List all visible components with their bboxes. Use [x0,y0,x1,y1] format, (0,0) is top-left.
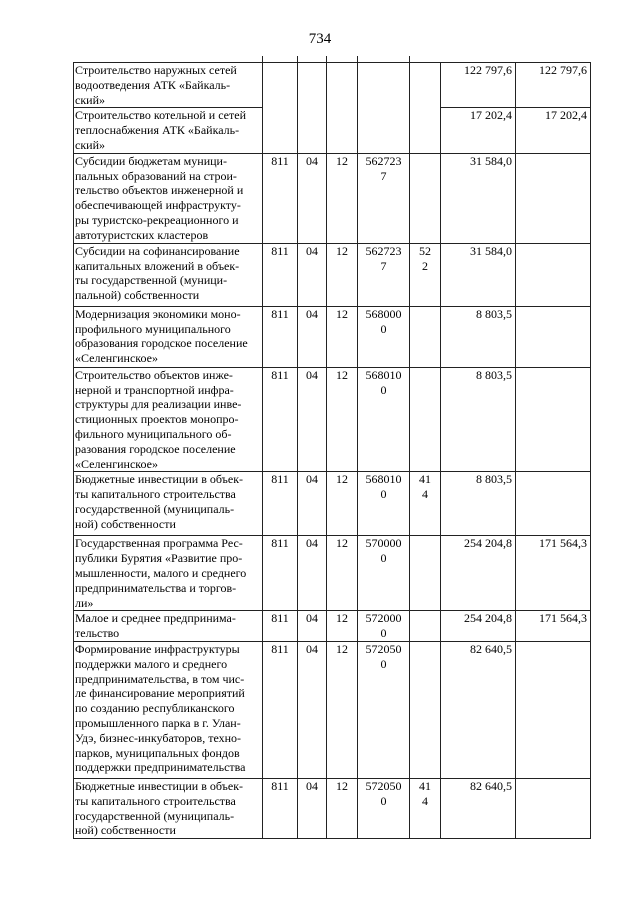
code-cell-c1: 811 [263,641,298,778]
code-cell-c3: 12 [327,611,358,642]
amount-2: 17 202,4 [516,108,591,153]
amount-1: 82 640,5 [441,778,516,838]
code-cell-c4: 562723 7 [358,243,410,306]
code-cell-c5 [410,63,441,154]
code-cell-c1: 811 [263,778,298,838]
code-cell-c5 [410,641,441,778]
code-cell-c1: 811 [263,243,298,306]
row-name: Строительство наружных сетей водоотведения АТК «Байкаль- ский» [74,63,263,108]
table-row [74,243,591,306]
code-cell-c1: 811 [263,367,298,472]
code-cell-c1: 811 [263,153,298,243]
code-cell-c5: 41 4 [410,472,441,536]
row-name: Государственная программа Рес- публики Бурятия «Развитие про- мышленности, малого и среднего предпринимательства и торгов- ли» [74,536,263,611]
code-cell-c5 [410,306,441,367]
code-cell-c2 [298,63,327,154]
code-cell-c1: 811 [263,306,298,367]
amount-1: 8 803,5 [441,367,516,472]
code-cell-c2: 04 [298,243,327,306]
code-cell-c1: 811 [263,472,298,536]
code-cell-c5 [410,367,441,472]
table-row [74,472,591,536]
code-cell-c3: 12 [327,367,358,472]
amount-2: 171 564,3 [516,536,591,611]
amount-1: 122 797,6 [441,63,516,108]
table-row [74,367,591,472]
code-cell-c3: 12 [327,472,358,536]
code-cell-c2: 04 [298,153,327,243]
row-name: Формирование инфраструктуры поддержки малого и среднего предпринимательства, в том чис- ле финансирование мероприятий по созданию республиканского промышленного парка в г. Улан- Удэ, бизнес-инкубаторов, техно- парков, муниципальных фондов поддержки предпринимательства [74,641,263,778]
code-cell-c2: 04 [298,472,327,536]
row-name: Малое и среднее предпринима- тельство [74,611,263,642]
code-cell-c4: 572050 0 [358,641,410,778]
code-cell-c5 [410,153,441,243]
amount-2 [516,778,591,838]
code-cell-c4: 572000 0 [358,611,410,642]
code-cell-c3: 12 [327,641,358,778]
code-cell-c4: 572050 0 [358,778,410,838]
row-name: Субсидии на софинансирование капитальных вложений в объек- ты государственной (муници- пальной) собственности [74,243,263,306]
table-row [74,536,591,611]
amount-1: 31 584,0 [441,243,516,306]
amount-1: 8 803,5 [441,472,516,536]
amount-2 [516,153,591,243]
table-row [74,306,591,367]
code-cell-c4: 562723 7 [358,153,410,243]
page-number: 734 [308,31,332,47]
row-name: Строительство объектов инже- нерной и транспортной инфра- структуры для реализации инве- стиционных проектов монопро- фильного муниципального об- разования городское поселение «Селенгинское» [74,367,263,472]
code-cell-c2: 04 [298,367,327,472]
table-row [74,153,591,243]
amount-2 [516,472,591,536]
table-row [74,778,591,838]
amount-2 [516,641,591,778]
code-cell-c4: 570000 0 [358,536,410,611]
row-name: Модернизация экономики моно- профильного муниципального образования городское поселение «Селенгинское» [74,306,263,367]
code-cell-c3 [327,63,358,154]
amount-2: 171 564,3 [516,611,591,642]
amount-2: 122 797,6 [516,63,591,108]
code-cell-c5: 52 2 [410,243,441,306]
code-cell-c5: 41 4 [410,778,441,838]
code-cell-c1: 811 [263,611,298,642]
code-cell-c2: 04 [298,306,327,367]
table-row [74,611,591,642]
amount-1: 82 640,5 [441,641,516,778]
row-name: Бюджетные инвестиции в объек- ты капитального строительства государственной (муниципаль- ной) собственности [74,778,263,838]
row-name: Строительство котельной и сетей теплоснабжения АТК «Байкаль- ский» [74,108,263,153]
code-cell-c2: 04 [298,778,327,838]
code-cell-c4: 568000 0 [358,306,410,367]
code-cell-c4 [358,63,410,154]
table-row [74,641,591,778]
amount-1: 254 204,8 [441,611,516,642]
code-cell-c1: 811 [263,536,298,611]
code-cell-c2: 04 [298,641,327,778]
budget-table [73,62,591,839]
amount-1: 254 204,8 [441,536,516,611]
code-cell-c3: 12 [327,153,358,243]
code-cell-c3: 12 [327,536,358,611]
code-cell-c5 [410,536,441,611]
table-row [74,63,591,108]
amount-1: 17 202,4 [441,108,516,153]
code-cell-c3: 12 [327,778,358,838]
code-cell-c1 [263,63,298,154]
code-cell-c2: 04 [298,536,327,611]
row-name: Субсидии бюджетам муници- пальных образований на строи- тельство объектов инженерной и обеспечивающей инфраструкту- ры туристско-рекреационного и автотуристских кластеров [74,153,263,243]
code-cell-c5 [410,611,441,642]
amount-2 [516,306,591,367]
code-cell-c3: 12 [327,306,358,367]
code-cell-c2: 04 [298,611,327,642]
code-cell-c3: 12 [327,243,358,306]
amount-2 [516,243,591,306]
code-cell-c4: 568010 0 [358,472,410,536]
amount-2 [516,367,591,472]
amount-1: 8 803,5 [441,306,516,367]
code-cell-c4: 568010 0 [358,367,410,472]
amount-1: 31 584,0 [441,153,516,243]
row-name: Бюджетные инвестиции в объек- ты капитального строительства государственной (муниципаль- ной) собственности [74,472,263,536]
